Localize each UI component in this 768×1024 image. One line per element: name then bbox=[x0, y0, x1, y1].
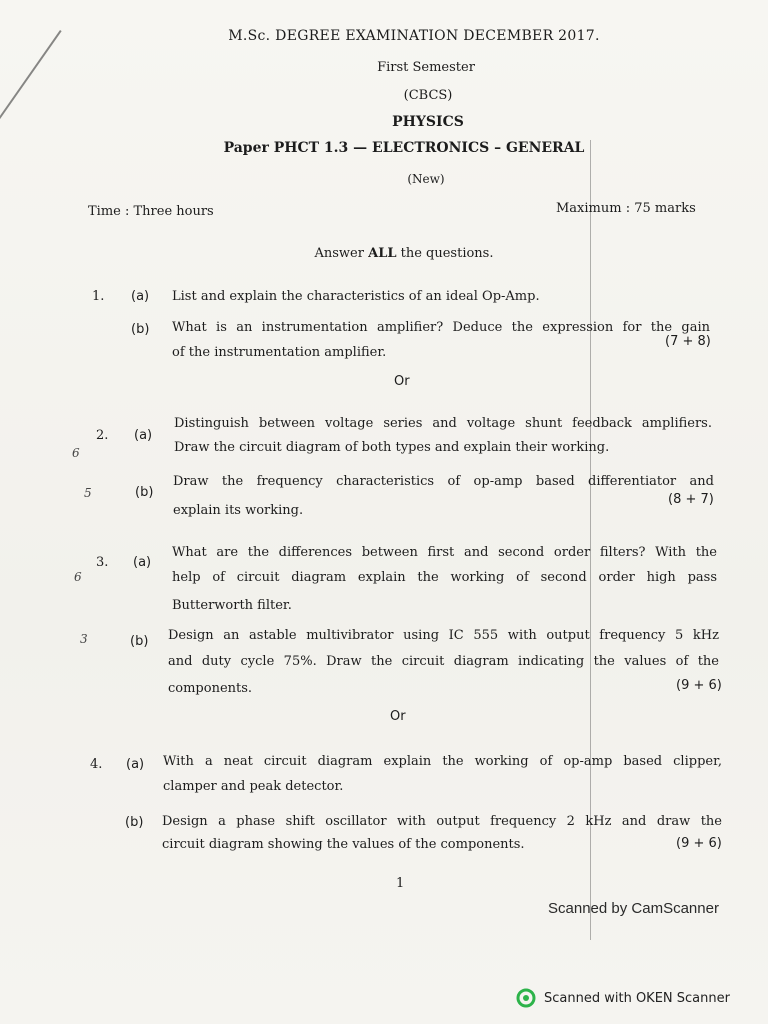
instruction-bold: ALL bbox=[368, 246, 397, 261]
question-4-number: 4. bbox=[90, 757, 103, 772]
oken-logo-icon bbox=[516, 988, 536, 1008]
question-1-number: 1. bbox=[92, 289, 105, 304]
scheme-label: (CBCS) bbox=[403, 88, 453, 103]
question-2b-line1: Draw the frequency characteristics of op-amp based differentiator and bbox=[173, 474, 714, 489]
question-2b-label: (b) bbox=[135, 485, 154, 500]
question-3a-line3: Butterworth filter. bbox=[172, 598, 292, 613]
question-4a-line2: clamper and peak detector. bbox=[163, 779, 344, 794]
question-3b-line3: components. bbox=[168, 681, 253, 696]
semester-label: First Semester bbox=[377, 60, 475, 75]
question-1b-label: (b) bbox=[131, 322, 150, 337]
margin-note-4: 3 bbox=[80, 632, 88, 646]
margin-note-1: 6 bbox=[72, 446, 80, 460]
oken-scanner-badge bbox=[516, 988, 730, 1008]
question-1a-text: List and explain the characteristics of an ideal Op-Amp. bbox=[172, 289, 540, 304]
margin-note-3: 6 bbox=[74, 570, 82, 584]
question-3-marks: (9 + 6) bbox=[676, 678, 722, 693]
or-separator-1: Or bbox=[394, 374, 410, 389]
question-3-number: 3. bbox=[96, 555, 109, 570]
exam-title: M.Sc. DEGREE EXAMINATION DECEMBER 2017. bbox=[228, 28, 600, 44]
question-2-number: 2. bbox=[96, 428, 109, 443]
margin-note-2: 5 bbox=[84, 486, 92, 500]
question-2a-line2: Draw the circuit diagram of both types and explain their working. bbox=[174, 440, 610, 455]
question-3a-line2: help of circuit diagram explain the working of second order high pass bbox=[172, 570, 717, 585]
question-3b-line2: and duty cycle 75%. Draw the circuit diagram indicating the values of the bbox=[168, 654, 719, 669]
question-4-marks: (9 + 6) bbox=[676, 836, 722, 851]
question-1b-line2: of the instrumentation amplifier. bbox=[172, 345, 387, 360]
instruction-prefix: Answer bbox=[314, 246, 369, 261]
question-4b-label: (b) bbox=[125, 815, 144, 830]
instruction-line bbox=[0, 246, 768, 261]
question-3a-line1: What are the differences between first and second order filters? With the bbox=[172, 545, 717, 560]
question-4b-line2: circuit diagram showing the values of the components. bbox=[162, 837, 525, 852]
subject-title: PHYSICS bbox=[392, 114, 464, 130]
question-2b-line2: explain its working. bbox=[173, 503, 304, 518]
question-1-marks: (7 + 8) bbox=[665, 334, 711, 349]
question-4a-line1: With a neat circuit diagram explain the working of op-amp based clipper, bbox=[163, 754, 722, 769]
edition-label: (New) bbox=[407, 172, 445, 186]
question-4b-line1: Design a phase shift oscillator with output frequency 2 kHz and draw the bbox=[162, 814, 722, 829]
page-number: 1 bbox=[396, 876, 405, 891]
question-2a-line1: Distinguish between voltage series and voltage shunt feedback amplifiers. bbox=[174, 416, 712, 431]
camscanner-watermark: Scanned by CamScanner bbox=[548, 900, 719, 917]
max-marks-label: Maximum : 75 marks bbox=[556, 201, 696, 216]
question-1a-label: (a) bbox=[131, 289, 150, 304]
or-separator-2: Or bbox=[390, 709, 406, 724]
question-4a-label: (a) bbox=[126, 757, 145, 772]
oken-scanner-text: Scanned with OKEN Scanner bbox=[544, 990, 730, 1006]
question-1b-line1: What is an instrumentation amplifier? Deduce the expression for the gain bbox=[172, 320, 710, 335]
question-3b-line1: Design an astable multivibrator using IC 555 with output frequency 5 kHz bbox=[168, 628, 719, 643]
time-label: Time : Three hours bbox=[88, 204, 214, 219]
question-3b-label: (b) bbox=[130, 634, 149, 649]
question-3a-label: (a) bbox=[133, 555, 152, 570]
paper-title: Paper PHCT 1.3 — ELECTRONICS – GENERAL bbox=[223, 140, 585, 156]
instruction-suffix: the questions. bbox=[396, 246, 494, 261]
question-2a-label: (a) bbox=[134, 428, 153, 443]
question-2-marks: (8 + 7) bbox=[668, 492, 714, 507]
